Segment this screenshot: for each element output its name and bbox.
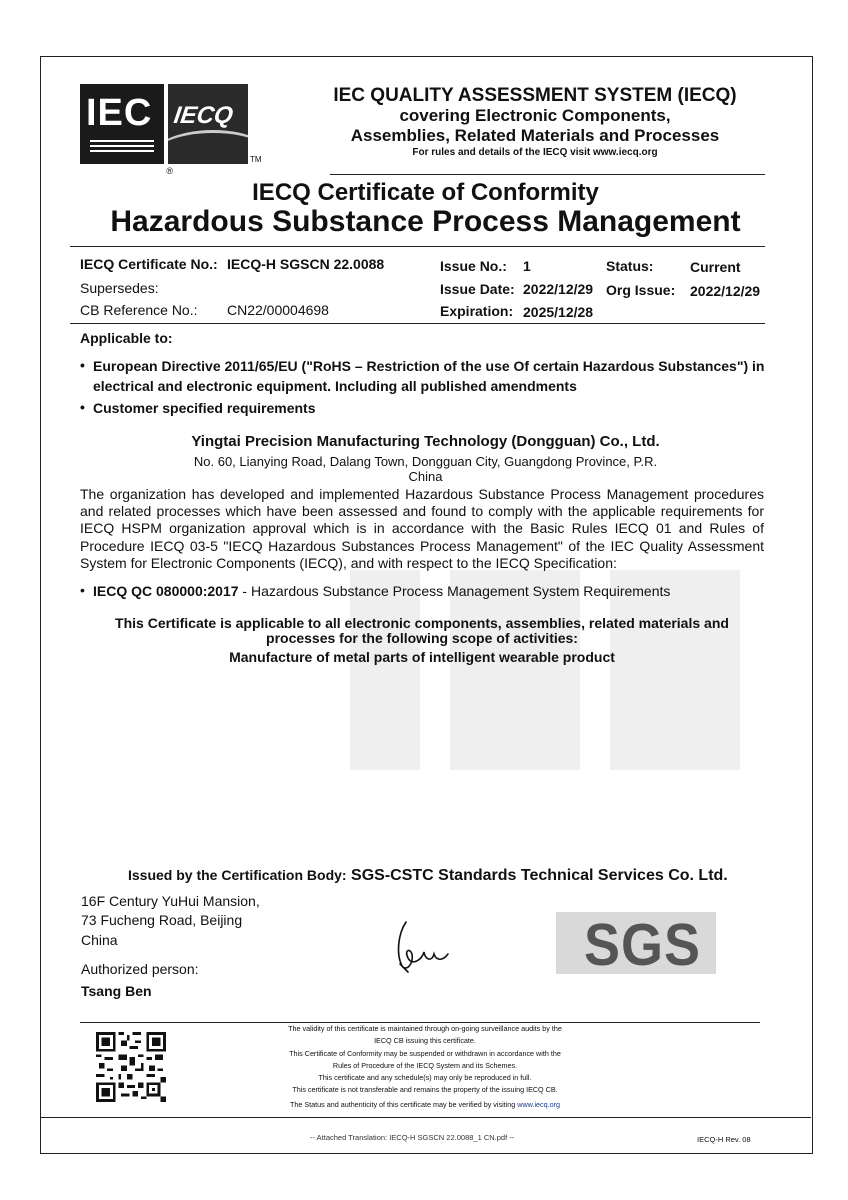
system-title: IEC QUALITY ASSESSMENT SYSTEM (IECQ) <box>333 85 737 106</box>
cert-no-label: IECQ Certificate No.: <box>80 256 218 272</box>
issue-no-label: Issue No.: <box>440 258 507 274</box>
expiration-value: 2025/12/28 <box>523 304 594 320</box>
footer-bottom-divider <box>40 1117 811 1118</box>
expiration-label: Expiration: <box>440 303 514 319</box>
applicable-item-2: • Customer specified requirements <box>93 400 316 416</box>
fine-print-4: Rules of Procedure of the IECQ System and its Schemes. <box>332 1061 518 1070</box>
rules-line: For rules and details of the IECQ visit www.iecq.org <box>412 147 658 158</box>
watermark <box>340 540 760 800</box>
fine-print-3: This Certificate of Conformity may be suspended or withdrawn in accordance with the <box>289 1049 561 1058</box>
scope-activity: Manufacture of metal parts of intelligent wearable product <box>229 649 615 665</box>
cert-no-value: IECQ-H SGSCN 22.0088 <box>227 256 385 272</box>
fine-print-1: The validity of this certificate is maintained through on-going surveillance audits by the <box>288 1024 562 1033</box>
applicable-heading: Applicable to: <box>80 330 173 346</box>
issuer-address-3: China <box>81 932 118 948</box>
issuer-line <box>128 867 728 885</box>
iecq-logo: IECQ <box>168 84 248 164</box>
organization-name: Yingtai Precision Manufacturing Technology (Dongguan) Co., Ltd. <box>191 433 660 450</box>
sgs-logo: SGS <box>556 912 716 974</box>
org-issue-label: Org Issue: <box>606 282 676 298</box>
conformity-statement: The organization has developed and implemented Hazardous Substance Process Management procedures and related processes which have been assessed and found to comply with the applicable requirements for IECQ HSPM organization approval which is in accordance with the Basic Rules IECQ 01 and Rules of Procedure IECQ 03-5 "IECQ Hazardous Substances Process Management" of the IEC Quality Assessment System for Electronic Components (IECQ), and with respect to the IECQ Specification: <box>80 486 764 571</box>
organization-address-2: China <box>408 469 443 484</box>
scope-line-2: processes for the following scope of activities: <box>266 630 578 646</box>
org-issue-value: 2022/12/29 <box>690 283 761 299</box>
iec-logo: IEC ® <box>80 84 164 164</box>
authorized-label: Authorized person: <box>81 961 199 977</box>
revision-code: IECQ-H Rev. 08 <box>697 1135 751 1144</box>
issue-no-value: 1 <box>523 258 531 274</box>
issue-date-label: Issue Date: <box>440 281 515 297</box>
attached-translation-note: -- Attached Translation: IECQ-H SGSCN 22.0088_1 CN.pdf -- <box>310 1133 515 1142</box>
details-bottom-divider <box>70 323 765 324</box>
fine-print-6: This certificate is not transferable and remains the property of the issuing IECQ CB. <box>292 1085 558 1094</box>
applicable-item-1-cont: electrical and electronic equipment. Including all published amendments <box>93 378 577 394</box>
status-value: Current <box>690 259 741 275</box>
specification-description: - Hazardous Substance Process Management System Requirements <box>238 583 671 599</box>
covering-line-2: Assemblies, Related Materials and Processes <box>350 126 720 145</box>
scope-line-1: This Certificate is applicable to all electronic components, assemblies, related materials and <box>115 615 729 631</box>
specification-code: IECQ QC 080000:2017 <box>93 583 239 599</box>
fine-print-7 <box>250 1099 600 1111</box>
header-divider <box>330 174 765 175</box>
organization-address-1: No. 60, Lianying Road, Dalang Town, Dongguan City, Guangdong Province, P.R. <box>193 454 658 469</box>
certificate-title: IECQ Certificate of Conformity <box>252 179 599 206</box>
details-top-divider <box>70 246 765 247</box>
trademark-symbol: TM <box>250 155 262 164</box>
fine-print-7-text: The Status and authenticity of this certificate may be verified by visiting <box>289 1100 518 1109</box>
authorized-name: Tsang Ben <box>81 983 152 999</box>
covering-line-1: covering Electronic Components, <box>399 106 671 125</box>
status-label: Status: <box>606 258 654 274</box>
certificate-subtitle: Hazardous Substance Process Management <box>110 205 741 238</box>
fine-print-5: This certificate and any schedule(s) may only be reproduced in full. <box>318 1073 532 1082</box>
specification-item <box>93 583 670 599</box>
issuer-address-1: 16F Century YuHui Mansion, <box>81 893 260 909</box>
qr-code <box>96 1032 166 1102</box>
issue-date-value: 2022/12/29 <box>523 281 594 297</box>
cb-ref-value: CN22/00004698 <box>227 302 329 318</box>
applicable-item-1: • European Directive 2011/65/EU ("RoHS – Restriction of the use Of certain Hazardous Substances") in <box>93 358 764 374</box>
issuer-label: Issued by the Certification Body: <box>128 867 347 883</box>
issuer-address-2: 73 Fucheng Road, Beijing <box>81 912 243 928</box>
fine-print-2: IECQ CB issuing this certificate. <box>374 1036 476 1045</box>
iecq-website-link[interactable]: www.iecq.org <box>517 1100 561 1109</box>
supersedes-label: Supersedes: <box>80 280 159 296</box>
cb-ref-label: CB Reference No.: <box>80 302 198 318</box>
issuer-name: SGS-CSTC Standards Technical Services Co. Ltd. <box>351 867 728 884</box>
signature <box>392 914 462 974</box>
